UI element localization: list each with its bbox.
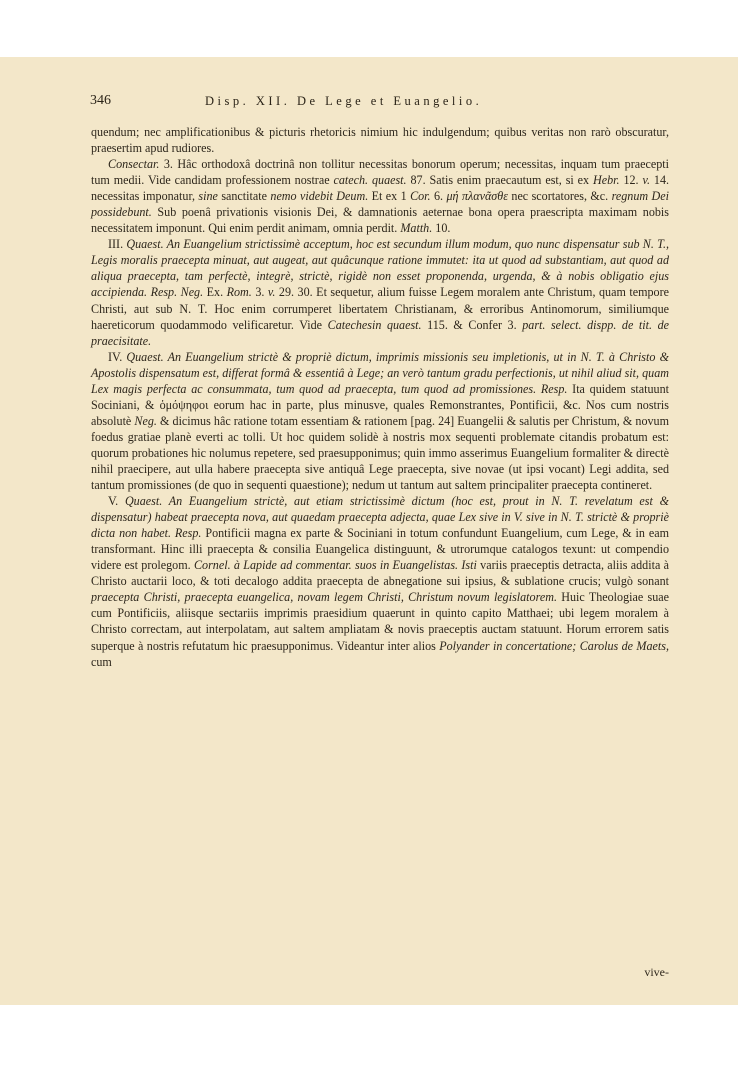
text-run: Neg. <box>134 413 157 428</box>
text-run: Consectar. <box>108 157 160 172</box>
paragraph-quaestio-5 <box>91 493 669 670</box>
text-run: regnum Dei possidebunt. <box>91 189 669 220</box>
text-run: nemo videbit Deum. <box>270 189 369 204</box>
greek-text: μή πλανᾶσθε <box>446 189 508 204</box>
text-run: Quaest. An Euangelium strictissimè acceptum, hoc est secundum illum modum, quo nunc dispensatur sub N. T., Legis moralis praecepta minuat, aut augeat, aut quâcunque ratione immutet: ita ut quod ad substantiam, aut quod ad aliqua praecepta, tam perfectè, integrè, strictè, rigidè non esset proponenda, urgenda, & à nobis obligatio ejus accipienda. Resp. Neg. <box>91 237 669 300</box>
section-number: V. <box>108 494 125 509</box>
paragraph-quaestio-4 <box>91 349 669 493</box>
section-number: III. <box>108 237 127 252</box>
text-run: Hebr. <box>593 173 620 188</box>
text-run: v. <box>267 285 276 300</box>
page-header <box>90 93 660 111</box>
text-run: Cor. <box>410 189 431 204</box>
text-run: Huic Theologiae suae cum Pontificiis, aliisque sectariis imprimis praesidium quaerunt in quinto capito Matthaei; ubi legem moralem à Christo correctam, aut interpolatam, aut saltem ampliatam & novis praeceptis auctam statuunt. Horum errorem satis superque à nostris refutatum hic praesupponimus. Videantur inter alios <box>91 590 669 653</box>
text-run: 6. <box>430 189 447 204</box>
text-run: catech. quaest. <box>333 173 407 188</box>
text-run: sanctitate <box>217 189 271 204</box>
paragraph-continuation <box>91 124 669 156</box>
page-body <box>91 124 669 670</box>
text-run: Et ex 1 <box>368 189 411 204</box>
section-number: IV. <box>108 349 127 364</box>
catchword: vive- <box>644 965 669 979</box>
text-run: Sub poenâ privationis visionis Dei, & damnationis aeternae bona opera praescripta maximam nobis necessitatem imponunt. Qui enim perdit animam, omnia perdit. <box>91 205 669 236</box>
text-run: nec scortatores, &c. <box>507 189 612 204</box>
text-run: & dicimus hâc ratione totam essentiam & rationem [pag. 24] Euangelii & salutis per Christum, & novum foedus gratiae planè everti ac tolli. Ut hoc quidem solidè à nostris mox sequenti problemate citandis probatum est: quorum probationes hic nolumus repetere, sed praesupponimus; quin immo asserimus Euangelium formaliter & directè nihil praecipere, aut ulla habere praecepta sive antiquâ Lege praecepta, sive novae (ut ipsi vocant) Legi addita, sed tantum promissiones (de quo in sequenti quaestione); nedum ut tantum aut saltem principaliter praecepta contineret. <box>91 413 669 493</box>
text-run: Polyander in concertatione; Carolus de Maets, <box>439 638 670 653</box>
text-run: 29. 30. Et sequetur, alium fuisse Legem moralem ante Christum, quam tempore Christi, aut sub N. T. Hoc enim corrumperet libertatem Christianam, & erroribus Antinomorum, similiumque haereticorum quodammodo velificaretur. Vide <box>91 285 669 332</box>
text-run: 3. Hâc orthodoxâ doctrinâ non tollitur necessitas bonorum operum; necessitas, inquam tum praecepti tum medii. Vide candidam professionem nostrae <box>91 157 669 188</box>
text-run: Quaest. An Euangelium strictè, aut etiam strictissimè dictum (hoc est, prout in N. T. revelatum est & dispensatur) habeat praecepta nova, aut quaedam praecepta adjecta, quae Lex sive in V. sive in N. T. strictè & propriè dicta non habet. Resp. <box>91 494 669 541</box>
text-run: 14. necessitas imponatur, <box>91 173 670 204</box>
text-run: Ex. <box>203 285 227 300</box>
text-run: quendum; nec amplificationibus & picturis rhetoricis nimium hic indulgendum; quibus veritas non rarò obscuratur, praesertim apud rudiores. <box>91 125 669 156</box>
paragraph-quaestio-3 <box>91 236 669 348</box>
text-run: 10. <box>432 221 451 236</box>
text-run: Quaest. An Euangelium strictè & propriè dictum, imprimis missionis seu impletionis, ut in N. T. à Christo & Apostolis dispensatum est, differat formâ & essentiâ à Lege; an verò tantum gradu perfectionis, ut nihil aliud sit, quam Lex magis perfecta ac consummata, tum quod ad praecepta, tum quod ad promissiones. Resp. <box>91 349 669 396</box>
text-run: 12. <box>619 173 643 188</box>
text-run: Cornel. à Lapide ad commentar. suos in Euangelistas. Isti <box>193 558 477 573</box>
text-run: sine <box>198 189 218 204</box>
text-run: praecepta Christi, praecepta euangelica, novam legem Christi, Christum novum legislatorem. <box>91 590 557 605</box>
text-run: Pontificii magna ex parte & Sociniani in totum confundunt Euangelium, cum Lege, & in eam transformant. Hinc illi praecepta & consilia Euangelica distinguunt, & utrorumque catalogos texunt: ut compendio videre est prolegom. <box>91 526 669 573</box>
text-run: variis praeceptis detracta, aliis addita à Christo auctarii loco, & toti decalogo addita praecepta de abnegatione sui ipsius, & sublatione crucis; vulgò sonant <box>91 558 669 589</box>
text-run: v. <box>642 173 650 188</box>
text-run: Matth. <box>400 221 433 236</box>
text-run: 87. Satis enim praecautum est, si ex <box>406 173 593 188</box>
text-run: Catechesin quaest. <box>327 317 422 332</box>
running-title: Disp. XII. De Lege et Euangelio. <box>205 94 483 108</box>
text-run: 115. & Confer 3. <box>421 317 523 332</box>
text-run: part. select. dispp. de tit. de praecisitate. <box>91 317 670 348</box>
text-run: cum <box>91 654 112 669</box>
book-page <box>0 57 738 1005</box>
paragraph-consectarium <box>91 156 669 236</box>
text-run: Rom. <box>226 285 252 300</box>
page-number: 346 <box>90 93 111 108</box>
text-run: 3. <box>251 285 268 300</box>
text-run: Ita quidem statuunt Sociniani, & ὁμόψηφοι eorum hac in parte, plus minusve, quales Remonstrantes, Pontificii, &c. Nos cum nostris absolutè <box>91 381 669 428</box>
